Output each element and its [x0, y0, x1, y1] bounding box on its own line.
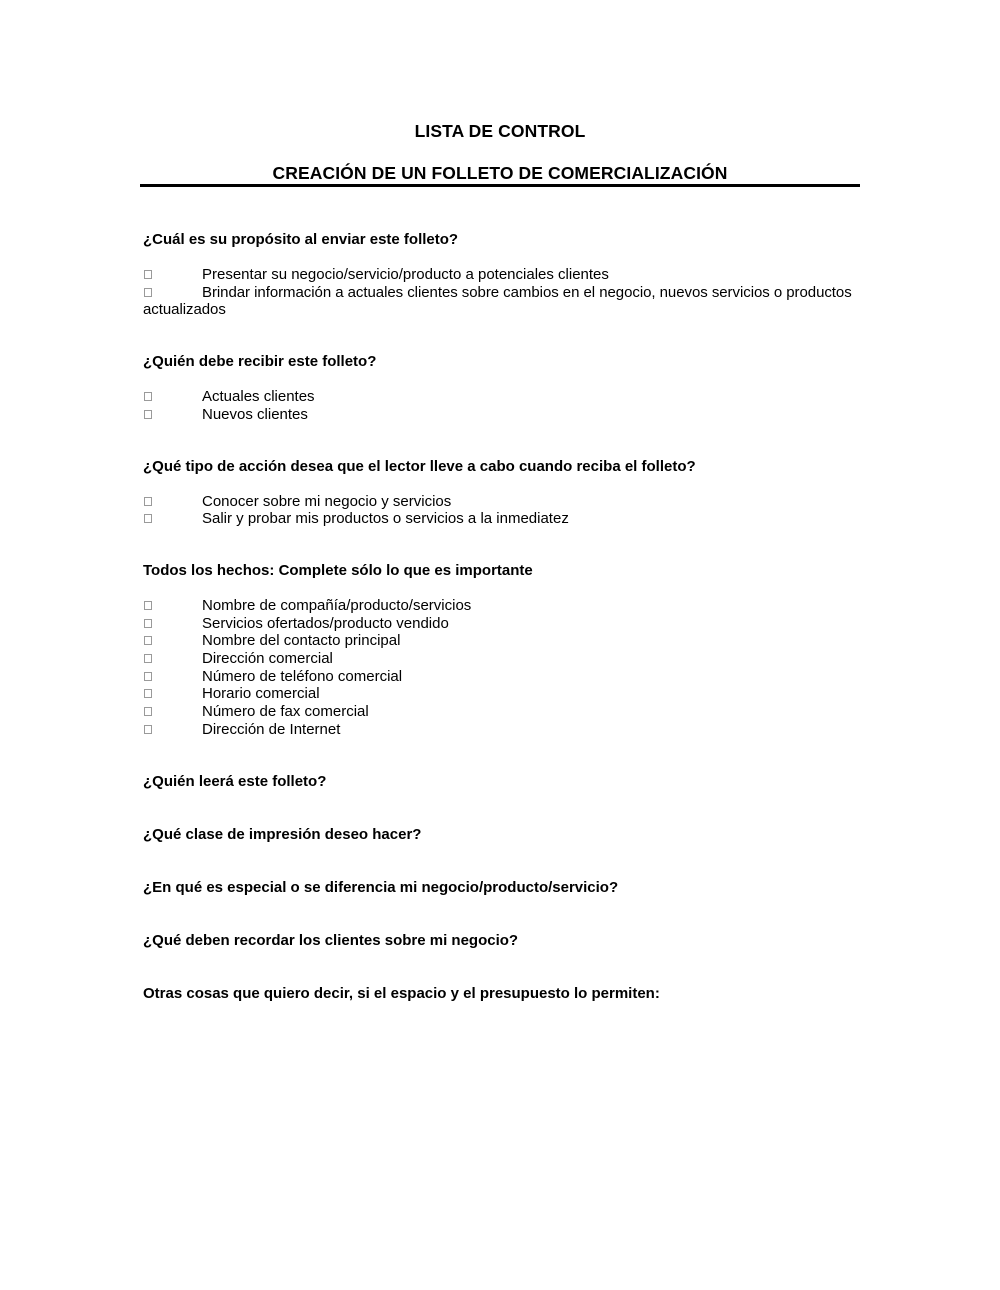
checklist-item[interactable]: [143, 266, 863, 284]
checklist-item[interactable]: [143, 721, 863, 739]
question-differentiator: ¿En qué es especial o se diferencia mi negocio/producto/servicio?: [143, 878, 619, 896]
checkbox-icon[interactable]: [144, 270, 152, 279]
checklist-item-label: Número de teléfono comercial: [202, 667, 403, 685]
checklist-item[interactable]: [143, 650, 863, 668]
checkbox-icon[interactable]: [144, 654, 152, 663]
checkbox-icon[interactable]: [144, 514, 152, 523]
title-underline: [140, 184, 860, 187]
checklist-item-label: Dirección comercial: [202, 650, 333, 668]
question-remember: ¿Qué deben recordar los clientes sobre mi negocio?: [143, 931, 519, 949]
document-subtitle: CREACIÓN DE UN FOLLETO DE COMERCIALIZACIÓN: [272, 163, 728, 183]
checkbox-icon[interactable]: [144, 410, 152, 419]
question-facts: Todos los hechos: Complete sólo lo que es importante: [143, 561, 533, 579]
checklist-item-label: Conocer sobre mi negocio y servicios: [202, 492, 452, 510]
options-action: [143, 493, 863, 528]
checklist-item-label: Nombre del contacto principal: [202, 632, 401, 650]
question-recipients: ¿Quién debe recibir este folleto?: [143, 353, 377, 371]
checkbox-icon[interactable]: [144, 636, 152, 645]
checklist-item[interactable]: [143, 668, 863, 686]
checklist-item-label: Nombre de compañía/producto/servicios: [202, 596, 472, 614]
checkbox-icon[interactable]: [144, 497, 152, 506]
checklist-item-label: Presentar su negocio/servicio/producto a potenciales clientes: [202, 266, 609, 283]
question-printing: ¿Qué clase de impresión deseo hacer?: [143, 825, 422, 843]
checklist-item-label: Nuevos clientes: [202, 405, 308, 423]
checklist-item-label: Horario comercial: [202, 685, 320, 703]
checklist-item[interactable]: [143, 406, 863, 424]
checkbox-icon[interactable]: [144, 672, 152, 681]
checklist-item-label: Número de fax comercial: [202, 703, 369, 721]
checkbox-icon[interactable]: [144, 601, 152, 610]
checklist-item[interactable]: [143, 284, 863, 319]
section-recipients: [143, 353, 863, 423]
checklist-item[interactable]: [143, 510, 863, 528]
checkbox-icon[interactable]: [144, 707, 152, 716]
checklist-item[interactable]: [143, 388, 863, 406]
checklist-item[interactable]: [143, 685, 863, 703]
checkbox-icon[interactable]: [144, 689, 152, 698]
document-title: LISTA DE CONTROL: [414, 121, 586, 141]
checklist-item[interactable]: [143, 597, 863, 615]
options-purpose: [143, 266, 863, 319]
checklist-item-label: Salir y probar mis productos o servicios a la inmediatez: [202, 510, 569, 528]
question-other: Otras cosas que quiero decir, si el espacio y el presupuesto lo permiten:: [143, 984, 660, 1002]
checklist-item-label: Actuales clientes: [202, 388, 315, 406]
checklist-content: [143, 231, 863, 1003]
checklist-item-label: Dirección de Internet: [202, 720, 341, 738]
section-purpose: [143, 231, 863, 319]
question-action: ¿Qué tipo de acción desea que el lector lleve a cabo cuando reciba el folleto?: [143, 457, 696, 475]
options-recipients: [143, 388, 863, 423]
checklist-item[interactable]: [143, 615, 863, 633]
options-facts: [143, 597, 863, 739]
checklist-item-label: Brindar información a actuales clientes sobre cambios en el negocio, nuevos servicios o productos actualizados: [143, 283, 852, 319]
checkbox-icon[interactable]: [144, 619, 152, 628]
question-reader: ¿Quién leerá este folleto?: [143, 772, 327, 790]
checklist-item[interactable]: [143, 703, 863, 721]
checkbox-icon[interactable]: [144, 725, 152, 734]
section-action: [143, 458, 863, 528]
checkbox-icon[interactable]: [144, 288, 152, 297]
checklist-item[interactable]: [143, 632, 863, 650]
checkbox-icon[interactable]: [144, 392, 152, 401]
checklist-item[interactable]: [143, 493, 863, 511]
question-purpose: ¿Cuál es su propósito al enviar este folleto?: [143, 231, 459, 248]
checklist-item-label: Servicios ofertados/producto vendido: [202, 614, 449, 632]
section-facts: [143, 562, 863, 739]
